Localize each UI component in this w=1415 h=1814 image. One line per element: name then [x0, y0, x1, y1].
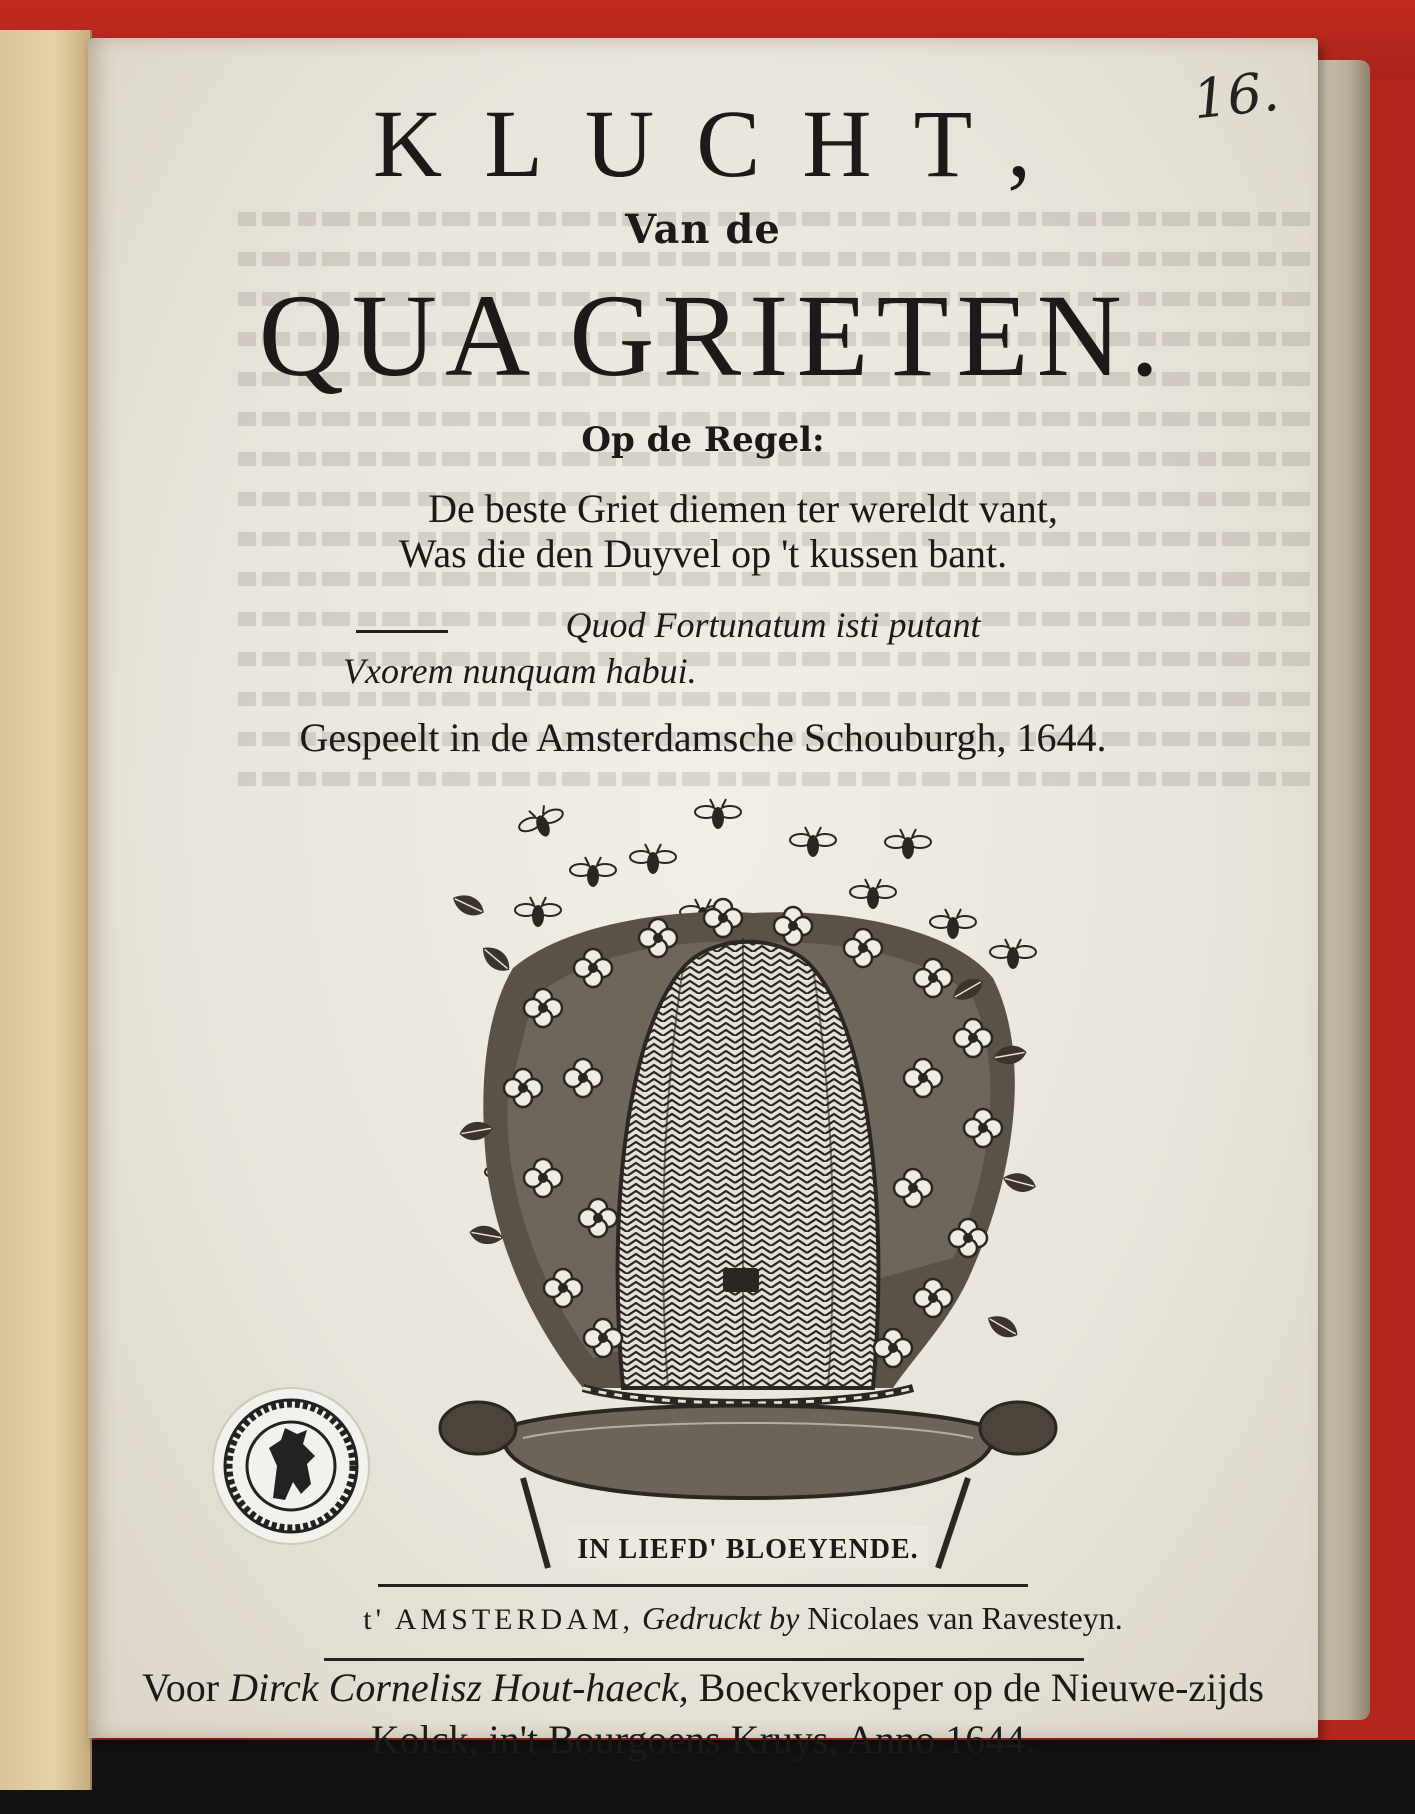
handwritten-shelf-number: 16.	[1189, 59, 1282, 132]
left-page-edge	[0, 30, 92, 1790]
imprint-line	[88, 1600, 1358, 1637]
imprint-rule-top	[378, 1584, 1028, 1587]
latin-line-2: Vxorem nunquam habui.	[343, 651, 697, 691]
latin-line-1: Quod Fortunatum isti putant	[565, 605, 981, 645]
imprint-printed-by: Gedruckt by	[642, 1600, 800, 1636]
title-sub: QUA GRIETEN.	[258, 270, 1168, 401]
publisher-line-1	[88, 1664, 1318, 1711]
publisher-name: Dirck Cornelisz Hout-haeck,	[229, 1665, 689, 1710]
emblem-motto: IN LIEFD' BLOEYENDE.	[577, 1534, 919, 1565]
publisher-trade: Boeckverkoper op de Nieuwe-zijds	[698, 1665, 1264, 1710]
publisher-address: Kolck, in't Bourgoens Kruys, Anno 1644.	[370, 1717, 1036, 1762]
title-main: KLUCHT,	[372, 90, 1074, 197]
publisher-voor: Voor	[142, 1665, 220, 1710]
beehive-woodcut	[393, 798, 1093, 1588]
imprint-printer: Nicolaes van Ravesteyn.	[807, 1600, 1123, 1636]
title-page	[88, 38, 1318, 1762]
imprint-rule-bottom	[324, 1658, 1084, 1661]
regel-heading: Op de Regel:	[581, 420, 825, 460]
performance-note: Gespeelt in de Amsterdamsche Schouburgh, 1644.	[299, 715, 1107, 760]
imprint-city: t' AMSTERDAM,	[363, 1603, 635, 1636]
regel-line-2: Was die den Duyvel op 't kussen bant.	[398, 531, 1008, 576]
library-seal-stamp	[211, 1386, 371, 1546]
regel-line-1: De beste Griet diemen ter wereldt vant,	[428, 486, 1058, 531]
title-connector: Van de	[625, 206, 781, 253]
